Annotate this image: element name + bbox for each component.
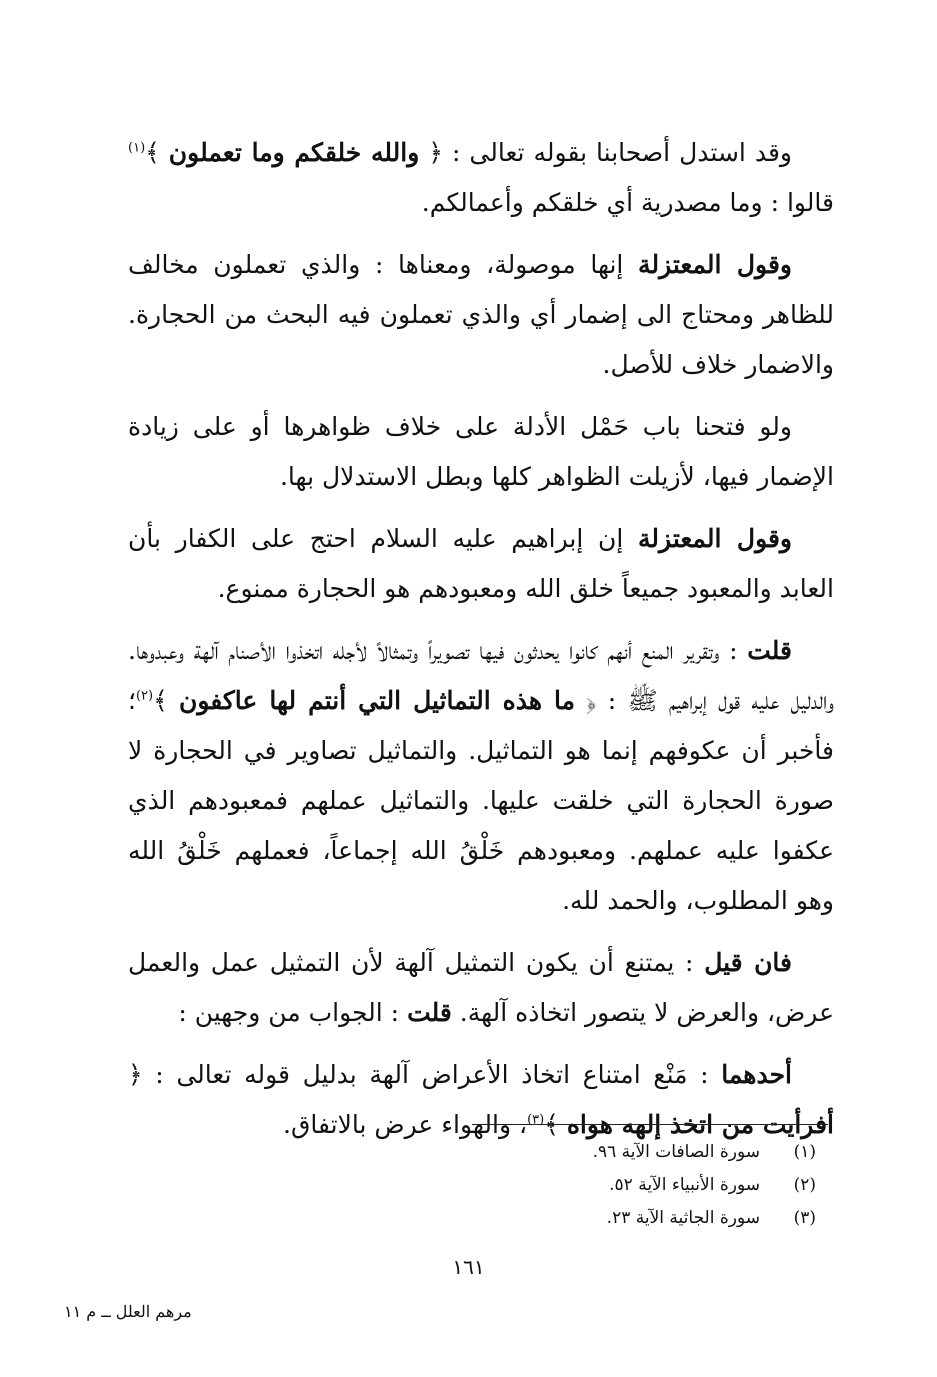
footnote-ref-1: (١) xyxy=(128,140,146,156)
paragraph-5: قلت : وتقرير المنع أنهم كانوا يحدثون فيها تصويراً وتمثالاً لأجله اتخذوا الأصنام آلهة وعبدوها. والدليل عليه قول إبراهيم ﷺ : ﴿ ما هذه التماثيل التي أنتم لها عاكفون ﴾$^{(٢)}$؛ فأخبر أن عكوفهم إنما هو التماثيل. والتماثيل تصاوير في الحجارة لا صورة الحجارة التي خلقت عليها. والتماثيل عملهم فمعبودهم الذي عكفوا عليه عملهم. ومعبودهم خَلْقُ الله إجماعاً، فعملهم خَلْقُ الله وهو المطلوب، والحمد لله. xyxy=(128,636,834,915)
footnote-2: (٢)سورة الأنبياء الآية ٥٢. xyxy=(609,1175,816,1195)
paragraph-4: وقول المعتزلة إن إبراهيم عليه السلام احتج على الكفار بأن العابد والمعبود جميعاً خلق الله ومعبودهم هو الحجارة ممنوع. xyxy=(128,524,834,603)
paragraph-3: ولو فتحنا باب حَمْل الأدلة على خلاف ظواهرها أو على زيادة الإضمار فيها، لأزيلت الظواهر كلها وبطل الاستدلال بها. xyxy=(128,412,834,491)
book-signature: مرهم العلل ــ م ١١ xyxy=(64,1302,192,1321)
page-number: ١٦١ xyxy=(452,1255,485,1279)
footnote-ref-3: (٣) xyxy=(527,1112,545,1128)
paragraph-2: وقول المعتزلة إنها موصولة، ومعناها : والذي تعملون مخالف للظاهر ومحتاج الى إضمار أي والذي تعملون فيه البحث من الحجارة. والاضمار خلاف للأصل. xyxy=(128,250,834,379)
footnote-ref-2: (٢) xyxy=(135,688,154,704)
paragraph-1: وقد استدل أصحابنا بقوله تعالى : ﴿ والله خلقكم وما تعملون ﴾$^{(١)}$ قالوا : وما مصدرية أي خلقكم وأعمالكم. xyxy=(128,138,834,217)
footnotes xyxy=(460,1136,816,1235)
footnote-1: (١)سورة الصافات الآية ٩٦. xyxy=(592,1142,816,1162)
paragraph-6: فان قيل : يمتنع أن يكون التمثيل آلهة لأن التمثيل عمل والعمل عرض، والعرض لا يتصور اتخاذه آلهة. قلت : الجواب من وجهين : xyxy=(128,948,834,1027)
paragraph-7: أحدهما : مَنْع امتناع اتخاذ الأعراض آلهة بدليل قوله تعالى : ﴿ أفرأيت من اتخذ إلهه هواه ﴾$^{(٣)}$، والهواء عرض بالاتفاق. xyxy=(128,1060,834,1139)
main-text xyxy=(128,128,834,1162)
footnote-3: (٣)سورة الجاثية الآية ٢٣. xyxy=(606,1208,816,1228)
footnote-divider xyxy=(472,1124,828,1125)
